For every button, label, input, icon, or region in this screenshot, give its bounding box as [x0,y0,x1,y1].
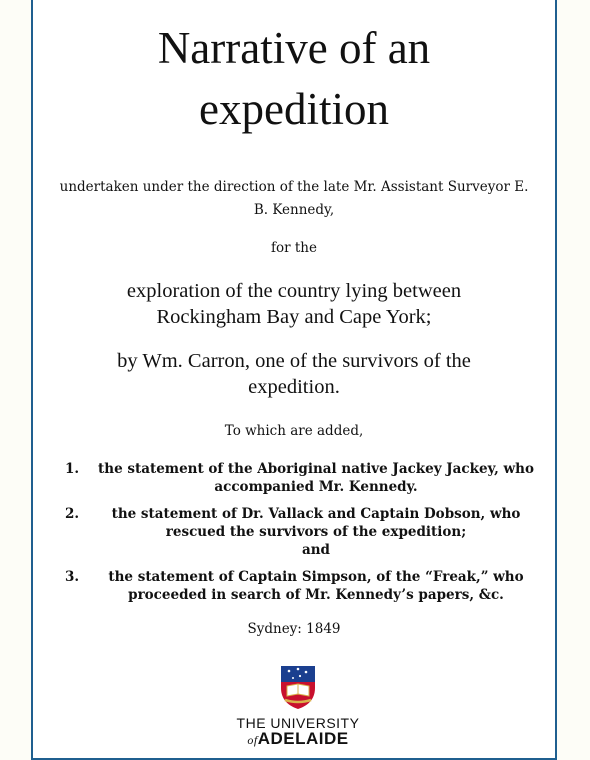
university-crest-icon [279,664,317,710]
exploration-subtitle: exploration of the country lying between Rockingham Bay and Cape York; [126,280,462,328]
title-page [31,0,557,760]
university-of: of [247,733,258,747]
list-item [55,460,543,496]
document-title [33,18,555,140]
list-item-text: the statement of Dr. Vallack and Captain Dobson, who rescued the survivors of the expedition; [111,506,521,540]
list-item [55,505,543,559]
list-item-conjunction: and [301,542,330,558]
to-which-added-text: To which are added, [224,423,364,439]
university-name-line2 [223,731,373,748]
undertaken-text: undertaken under the direction of the late Mr. Assistant Surveyor E. B. Kennedy, [59,179,529,218]
university-name-line1: THE UNIVERSITY [236,715,360,731]
list-item-number: 1. [65,461,80,477]
for-the-text: for the [271,240,317,256]
university-logo-text [223,716,373,748]
list-item-text: the statement of the Aboriginal native Jackey Jackey, who accompanied Mr. Kennedy. [98,461,534,495]
title-line-2: expedition [199,84,389,134]
title-line-1: Narrative of an [157,23,431,73]
list-item-number: 2. [65,506,80,522]
list-item [55,568,543,604]
list-item-number: 3. [65,569,80,585]
statements-list [55,460,543,613]
publication-info: Sydney: 1849 [247,621,341,637]
author-byline: by Wm. Carron, one of the survivors of the expedition. [117,350,471,398]
university-adelaide: ADELAIDE [257,729,349,748]
list-item-text: the statement of Captain Simpson, of the “Freak,” who proceeded in search of Mr. Kennedy’s papers, &c. [108,569,524,603]
